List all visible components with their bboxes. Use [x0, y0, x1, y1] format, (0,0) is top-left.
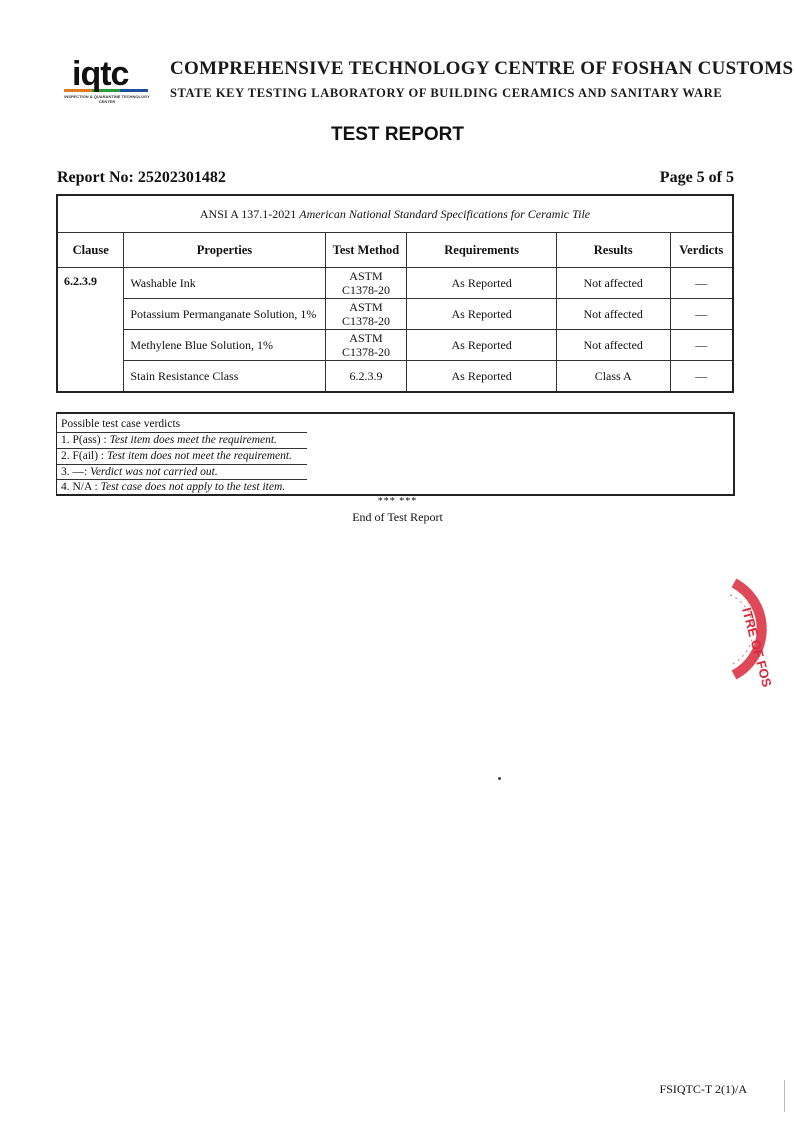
method-line: ASTM: [349, 331, 383, 345]
legend-item: [61, 480, 285, 494]
requirement-cell: As Reported: [407, 330, 557, 361]
requirement-cell: As Reported: [407, 299, 557, 330]
legend-item: [61, 465, 218, 479]
end-of-report: End of Test Report: [352, 510, 443, 524]
property-cell: Methylene Blue Solution, 1%: [124, 330, 325, 361]
logo-wordmark: iqtc: [72, 55, 129, 93]
scan-edge: [784, 1080, 785, 1112]
legend-heading: Possible test case verdicts: [61, 418, 181, 430]
result-cell: Not affected: [556, 330, 670, 361]
property-cell: Potassium Permanganate Solution, 1%: [124, 299, 325, 330]
legend-code: 1. P(ass) :: [61, 434, 110, 446]
official-stamp: [700, 575, 775, 689]
col-results: Results: [556, 233, 670, 268]
report-number: Report No: 25202301482: [57, 169, 226, 186]
result-cell: Not affected: [556, 268, 670, 299]
standard-row: [57, 195, 733, 233]
requirement-cell: As Reported: [407, 268, 557, 299]
verdict-cell: —: [670, 330, 733, 361]
legend-text: Test item does meet the requirement.: [109, 434, 277, 446]
report-title: TEST REPORT: [330, 124, 464, 145]
legend-text: Test case does not apply to the test item.: [100, 481, 286, 493]
method-line: ASTM: [349, 300, 383, 314]
method-line: C1378-20: [341, 314, 390, 328]
report-header: [60, 55, 794, 112]
standard-cell: [57, 195, 733, 233]
stamp-text: ITRE OF FOS: [739, 605, 775, 689]
method-line: C1378-20: [341, 345, 390, 359]
legend-code: 3. —:: [61, 466, 91, 478]
standard-code: ANSI A 137.1-2021: [199, 206, 297, 221]
logo-subtitle: INSPECTION & QUARANTINE TECHNOLOGY CENTER: [64, 94, 150, 104]
iqtc-logo: [60, 56, 152, 106]
page-number: Page 5 of 5: [659, 169, 734, 186]
table-row: [57, 268, 733, 299]
col-verdicts: Verdicts: [670, 233, 733, 268]
end-marks: *** ***: [377, 496, 418, 507]
col-requirements: Requirements: [407, 233, 557, 268]
verdict-cell: —: [670, 361, 733, 393]
table-row: [57, 330, 733, 361]
organization-name: COMPREHENSIVE TECHNOLOGY CENTRE OF FOSHAN CUSTOMS: [170, 58, 794, 79]
method-cell: [325, 299, 407, 330]
col-test-method: Test Method: [325, 233, 407, 268]
verdict-cell: —: [670, 268, 733, 299]
result-cell: Not affected: [556, 299, 670, 330]
legend-code: 4. N/A :: [61, 481, 101, 493]
property-cell: Stain Resistance Class: [124, 361, 325, 393]
clause-cell: 6.2.3.9: [57, 268, 124, 393]
col-clause: Clause: [57, 233, 124, 268]
col-properties: Properties: [124, 233, 325, 268]
laboratory-name: STATE KEY TESTING LABORATORY OF BUILDING CERAMICS AND SANITARY WARE: [170, 86, 723, 100]
legend-text: Test item does not meet the requirement.: [107, 450, 292, 462]
scan-speck: [498, 777, 501, 780]
result-cell: Class A: [556, 361, 670, 393]
standard-title: American National Standard Specifications for Ceramic Tile: [299, 206, 591, 221]
column-header-row: [57, 233, 733, 268]
requirement-cell: As Reported: [407, 361, 557, 393]
table-row: [57, 361, 733, 393]
verdicts-legend: [56, 412, 735, 496]
method-cell: [325, 268, 407, 299]
results-table: [56, 194, 734, 393]
legend-item: [61, 433, 277, 447]
property-cell: Washable Ink: [124, 268, 325, 299]
form-code: FSIQTC-T 2(1)/A: [659, 1082, 747, 1096]
legend-code: 2. F(ail) :: [61, 450, 107, 462]
method-cell: 6.2.3.9: [325, 361, 407, 393]
legend-text: Verdict was not carried out.: [90, 466, 218, 478]
table-row: [57, 299, 733, 330]
method-cell: [325, 330, 407, 361]
method-line: C1378-20: [341, 283, 390, 297]
verdict-cell: —: [670, 299, 733, 330]
method-line: ASTM: [349, 269, 383, 283]
legend-item: [61, 449, 292, 463]
